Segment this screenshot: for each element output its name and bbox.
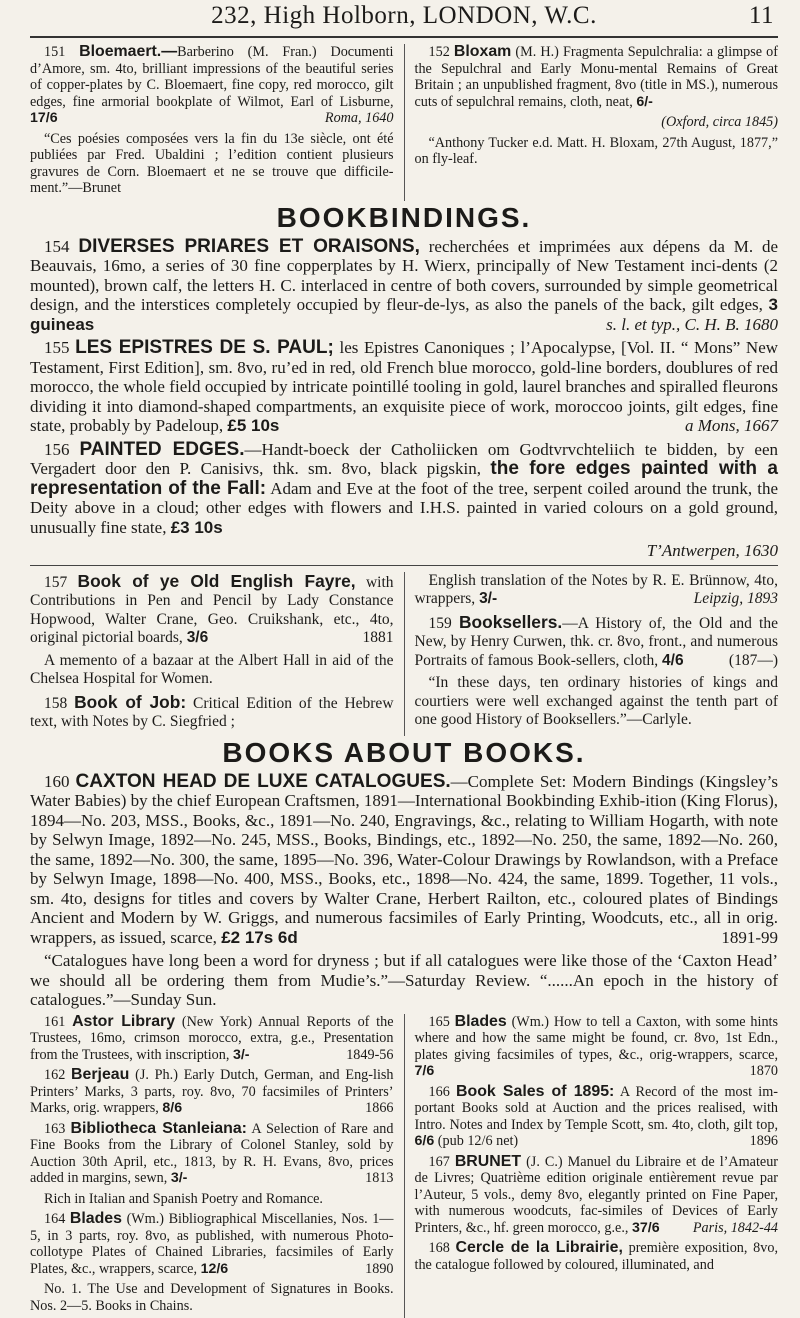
page-number: 11 (749, 2, 774, 30)
bottom-left-column (30, 1014, 394, 1318)
catalogue-entry: 157 Book of ye Old English Fayre, with Contributions in Pen and Pencil by Lady Constance Hopwood, Walter Crane, Geo. Cruikshank, etc., 4to, original pictorial boards, 3/6 1881 (30, 572, 394, 648)
catalogue-entry: 160 CAXTON HEAD DE LUXE CATALOGUES.—Complete Set: Modern Bindings (Kingsley’s Water Babies) by the chief European Craftsmen, 1891—International Bookbinding Exhib-ition (King Florus), 1894—No. 203, MSS., Books, &c., 1891—No. 240, Engravings, &c., relating to William Hogarth, with note by Selwyn Image, 1892—No. 245, MSS., Books, Bindings, etc., 1892—No. 250, the same, 1892—No. 260, the same, 1892—No. 300, the same, 1895—No. 396, Water-Colour Drawings by Rowlandson, with a Preface by Selwyn Image, 1898—No. 400, MSS., Books, etc., 1898—No. 424, the same, 1899. Together, 11 vols., sm. 4to, designs for titles and covers by Walter Crane, Herbert Railton, etc., coloured plates of Bindings Ancient and Modern by W. Griggs, and numerous facsimiles of Early Printing, Woodcuts, etc., all in orig. wrappers, as issued, scarce, £2 17s 6d 1891-99 (30, 772, 778, 948)
section-heading-bookbindings: BOOKBINDINGS. (30, 203, 778, 233)
entry-quote: “Catalogues have long been a word for dryness ; but if all catalogues were like those of the ‘Caxton Head’ we should all be ordering them from Mudie’s.”—Saturday Review. “......An epoch in the history of catalogues.”—Sunday Sun. (30, 951, 778, 1010)
running-head (30, 0, 778, 34)
catalogue-entry: 154 DIVERSES PRIARES ET ORAISONS, recherchées et imprimées aux dépens da M. de Beauvais, 16mo, a series of 30 fine copperplates by H. Wierx, principally of New Testament inci-dents (2 mounted), brown calf, the letters H. C. interlaced in centre of both covers, surrounded by simple geometrical design, and the interstices completely occupied by fleur-de-lys, as also the panels of the back, gilt edges, 3 guineas s. l. et typ., C. H. B. 1680 (30, 237, 778, 335)
catalogue-entry: 152 Bloxam (M. H.) Fragmenta Sepulchralia: a glimpse of the Sepulchral and Early Monu-mental Remains of Great Britain ; an unpublished fragment, 8vo (title in MS.), numerous cuts of sepulchral remains, cloth, neat, 6/- (415, 44, 779, 110)
catalogue-entry: 168 Cercle de la Librairie, première exposition, 8vo, the catalogue followed by coloured, illuminated, and (415, 1240, 779, 1273)
catalogue-entry: 156 PAINTED EDGES.—Handt-boeck der Catholiicken om Godtvrvchteliich te bidden, by een Vergadert door den P. Canisivs, thk. sm. 8vo, black pigskin, the fore edges painted with a representation of the Fall: Adam and Eve at the foot of the tree, serpent coiled around the trunk, the Deity above in a cloud; other edges with flowers and I.H.S. painted in varied colours on a gold ground, unusually fine state, £3 10s (30, 440, 778, 538)
catalogue-entry: 162 Berjeau (J. Ph.) Early Dutch, German, and Eng-lish Printers’ Marks, 3 parts, roy. 8vo, 70 facsimiles of Printers’ Marks, orig. wrappers, 8/6 1866 (30, 1067, 394, 1117)
section-rule (30, 565, 778, 566)
bottom-right-column (404, 1014, 779, 1318)
middle-left-column (30, 572, 394, 736)
header-rule (30, 36, 778, 38)
entry-quote: No. 1. The Use and Development of Signatures in Books. Nos. 2—5. Books in Chains. (30, 1281, 394, 1314)
bottom-columns (30, 1014, 778, 1318)
catalogue-entry: 165 Blades (Wm.) How to tell a Caxton, with some hints where and how the same might be found, cr. 8vo, 1st Edn., plates giving facsimiles of types, &c., orig-wrappers, scarce, 7/6 1870 (415, 1014, 779, 1080)
entry-quote: “In these days, ten ordinary histories of kings and courtiers were well exchanged against the tenth part of one good History of Booksellers.”—Carlyle. (415, 674, 779, 730)
catalogue-entry: 151 Bloemaert.—Barberino (M. Fran.) Documenti d’Amore, sm. 4to, brilliant impressions of the beautiful series of copper-plates by C. Bloemaert, fine copy, red morocco, gilt edges, fine armorial bookplate of Wilmot, Earl of Lisburne, 17/6 Roma, 1640 (30, 44, 394, 127)
entry-quote: A memento of a bazaar at the Albert Hall in aid of the Chelsea Hospital for Women. (30, 652, 394, 689)
catalogue-entry: English translation of the Notes by R. E. Brünnow, 4to, wrappers, 3/- Leipzig, 1893 (415, 572, 779, 609)
top-right-column (404, 44, 779, 201)
entry-quote: “Anthony Tucker e.d. Matt. H. Bloxam, 27th August, 1877,” on fly-leaf. (415, 135, 779, 168)
top-left-column (30, 44, 394, 201)
catalogue-entry: 167 BRUNET (J. C.) Manuel du Libraire et de l’Amateur de Livres; Quatrième edition originale entièrement revue par l’Auteur, 5 vols., demy 8vo, elegantly printed on Fine Paper, with numerous woodcuts, fac-similes of Devices of Early Printers, &c., hf. green morocco, g.e., 37/6 Paris, 1842-44 (415, 1154, 779, 1237)
entry-quote: “Ces poésies composées vers la fin du 13e siècle, ont été publiées par Fred. Ubaldini ; l’edition contient plusieurs gravures de Corn. Bloemaert et ne se trouve que difficile-ment.”—Brunet (30, 131, 394, 197)
books-about-books-entries (30, 772, 778, 1010)
catalogue-entry: 161 Astor Library (New York) Annual Reports of the Trustees, 16mo, crimson morocco, extra, g.e., Presentation from the Trustees, with inscription, 3/- 1849-56 (30, 1014, 394, 1064)
catalogue-entry: 163 Bibliotheca Stanleiana: A Selection of Rare and Fine Books from the Library of Colonel Stanley, sold by Auction 30th April, etc., 1813, by R. H. Evans, 8vo, prices added in margins, sewn, 3/- 1813 (30, 1121, 394, 1187)
catalogue-entry: 158 Book of Job: Critical Edition of the Hebrew text, with Notes by C. Siegfried ; (30, 693, 394, 732)
catalogue-entry: 164 Blades (Wm.) Bibliographical Miscellanies, Nos. 1—5, in 3 parts, roy. 8vo, as published, with numerous Photo-collotype Plates of Chained Libraries, facsimiles of Early Plates, &c., wrappers, scarce, 12/6 1890 (30, 1211, 394, 1277)
catalogue-entry: 155 LES EPISTRES DE S. PAUL; les Epistres Canoniques ; l’Apocalypse, [Vol. II. “ Mons” New Testament, First Edition], sm. 8vo, ru’ed in red, old French blue morocco, gold-line borders, doublures of red morocco, the whole field occupied by intricate pointillé tooling in gold, laurel branches and spiralled fleurons dividing it into diamond-shaped compartments, an exquisite piece of work, moroccoo joints, gilt edges, fine state, probably by Padeloup, £5 10s a Mons, 1667 (30, 338, 778, 436)
running-head-title: 232, High Holborn, LONDON, W.C. (211, 2, 597, 29)
entry-place: T’Antwerpen, 1630 (30, 541, 778, 561)
middle-columns (30, 572, 778, 736)
section-heading-books-about-books: BOOKS ABOUT BOOKS. (30, 738, 778, 768)
catalogue-entry: 166 Book Sales of 1895: A Record of the most im-portant Books sold at Auction and the prices realised, with Intro. Notes and Index by Temple Scott, sm. 4to, cloth, gilt top, 6/6 (pub 12/6 net) 1896 (415, 1084, 779, 1150)
bookbindings-entries (30, 237, 778, 561)
entry-quote: Rich in Italian and Spanish Poetry and Romance. (30, 1191, 394, 1208)
middle-right-column (404, 572, 779, 736)
entry-place: (Oxford, circa 1845) (415, 114, 779, 131)
top-columns (30, 44, 778, 201)
catalogue-entry: 159 Booksellers.—A History of, the Old and the New, by Henry Curwen, thk. cr. 8vo, front., and numerous Portraits of famous Book-sellers, cloth, 4/6 (187—) (415, 613, 779, 671)
